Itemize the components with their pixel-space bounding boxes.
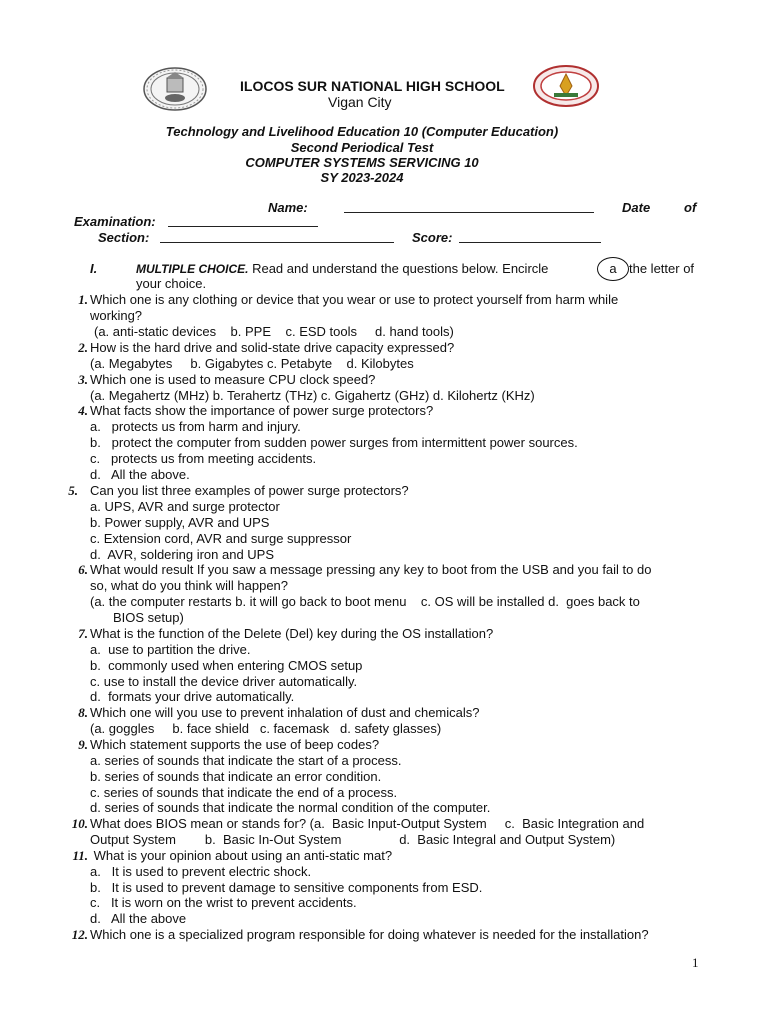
choice-c: c. protects us from meeting accidents. (90, 451, 317, 466)
question-text: What facts show the importance of power surge protectors? (90, 403, 434, 418)
score-label: Score: (412, 230, 453, 245)
question-choices: (a. Megabytes b. Gigabytes c. Petabyte d. Kilobytes (90, 356, 414, 371)
choice-b: b. series of sounds that indicate an error condition. (90, 769, 382, 784)
question-text: Which one will you use to prevent inhalation of dust and chemicals? (90, 705, 480, 720)
question-text: working? (90, 308, 143, 323)
choice-b: b. protect the computer from sudden power surges from intermittent power sources. (90, 435, 578, 450)
date-label-of: of (684, 200, 697, 215)
encircle-example (597, 257, 629, 281)
instruction-text: Read and understand the questions below. Encircle (252, 261, 549, 276)
section-instruction (136, 261, 548, 277)
question-number: 6. (78, 562, 88, 577)
choice-c: c. use to install the device driver automatically. (90, 674, 358, 689)
question-number: 10. (71, 816, 88, 831)
question-text: Can you list three examples of power surge protectors? (90, 483, 409, 498)
question-number: 5. (68, 483, 78, 498)
choice-a: a. It is used to prevent electric shock. (90, 864, 312, 879)
question-text: Which one is any clothing or device that you wear or use to protect yourself from harm while (90, 292, 619, 307)
question-number: 3. (78, 372, 88, 387)
examination-label: Examination: (74, 214, 156, 229)
section-label: Section: (98, 230, 150, 245)
question-text: What does BIOS mean or stands for? (a. Basic Input-Output System c. Basic Integration and (90, 816, 645, 831)
date-label-date: Date (622, 200, 651, 215)
choice-a: a. protects us from harm and injury. (90, 419, 301, 434)
question-number: 1. (78, 292, 88, 307)
question-text: so, what do you think will happen? (90, 578, 289, 593)
school-seal-left (142, 66, 208, 112)
choice-b: b. commonly used when entering CMOS setup (90, 658, 363, 673)
question-choices: (a. goggles b. face shield c. facemask d. safety glasses) (90, 721, 442, 736)
choice-c: c. Extension cord, AVR and surge suppressor (90, 531, 352, 546)
question-text: Output System b. Basic In-Out System d. Basic Integral and Output System) (90, 832, 616, 847)
section-title: MULTIPLE CHOICE. (136, 262, 249, 276)
section-field[interactable] (160, 230, 394, 243)
choice-d: d. formats your drive automatically. (90, 689, 295, 704)
instruction-text-end: the letter of (629, 261, 695, 276)
name-label: Name: (268, 200, 308, 215)
choice-a: a. series of sounds that indicate the start of a process. (90, 753, 402, 768)
name-field[interactable] (344, 200, 594, 213)
course-title: COMPUTER SYSTEMS SERVICING 10 (245, 155, 479, 170)
exam-title: Second Periodical Test (290, 140, 434, 155)
choice-d: d. All the above. (90, 467, 190, 482)
question-text: What is the function of the Delete (Del) key during the OS installation? (90, 626, 494, 641)
question-choices: (a. anti-static devices b. PPE c. ESD tools d. hand tools) (94, 324, 454, 339)
choice-c: c. series of sounds that indicate the end of a process. (90, 785, 398, 800)
score-field[interactable] (459, 230, 601, 243)
question-choices: BIOS setup) (113, 610, 184, 625)
section-numeral: I. (90, 261, 98, 276)
school-name: ILOCOS SUR NATIONAL HIGH SCHOOL (240, 78, 505, 94)
question-text: What is your opinion about using an anti-static mat? (90, 848, 393, 863)
question-text: What would result If you saw a message pressing any key to boot from the USB and you fail to do (90, 562, 652, 577)
encircled-letter: a (609, 261, 617, 276)
page-number: 1 (692, 955, 699, 970)
question-number: 8. (78, 705, 88, 720)
choice-c: c. It is worn on the wrist to prevent accidents. (90, 895, 357, 910)
question-number: 9. (78, 737, 88, 752)
choice-a: a. UPS, AVR and surge protector (90, 499, 280, 514)
question-text: How is the hard drive and solid-state drive capacity expressed? (90, 340, 455, 355)
choice-d: d. AVR, soldering iron and UPS (90, 547, 275, 562)
choice-a: a. use to partition the drive. (90, 642, 251, 657)
question-number: 11. (72, 848, 88, 863)
question-number: 4. (78, 403, 88, 418)
question-choices: (a. Megahertz (MHz) b. Terahertz (THz) c. Gigahertz (GHz) d. Kilohertz (KHz) (90, 388, 535, 403)
question-number: 12. (71, 927, 88, 942)
instruction-text-cont: your choice. (136, 276, 207, 291)
question-choices: (a. the computer restarts b. it will go back to boot menu c. OS will be installed d. goes back to (90, 594, 640, 609)
choice-d: d. series of sounds that indicate the normal condition of the computer. (90, 800, 491, 815)
school-city: Vigan City (328, 94, 392, 110)
choice-b: b. Power supply, AVR and UPS (90, 515, 270, 530)
question-number: 2. (78, 340, 88, 355)
question-text: Which statement supports the use of beep codes? (90, 737, 380, 752)
choice-b: b. It is used to prevent damage to sensitive components from ESD. (90, 880, 483, 895)
school-year: SY 2023-2024 (320, 170, 404, 185)
question-text: Which one is used to measure CPU clock speed? (90, 372, 376, 387)
question-text: Which one is a specialized program responsible for doing whatever is needed for the installation? (90, 927, 649, 942)
school-seal-right (532, 64, 600, 108)
choice-d: d. All the above (90, 911, 187, 926)
examination-date-field[interactable] (168, 214, 318, 227)
question-number: 7. (78, 626, 88, 641)
subject-title: Technology and Livelihood Education 10 (Computer Education) (165, 124, 559, 139)
